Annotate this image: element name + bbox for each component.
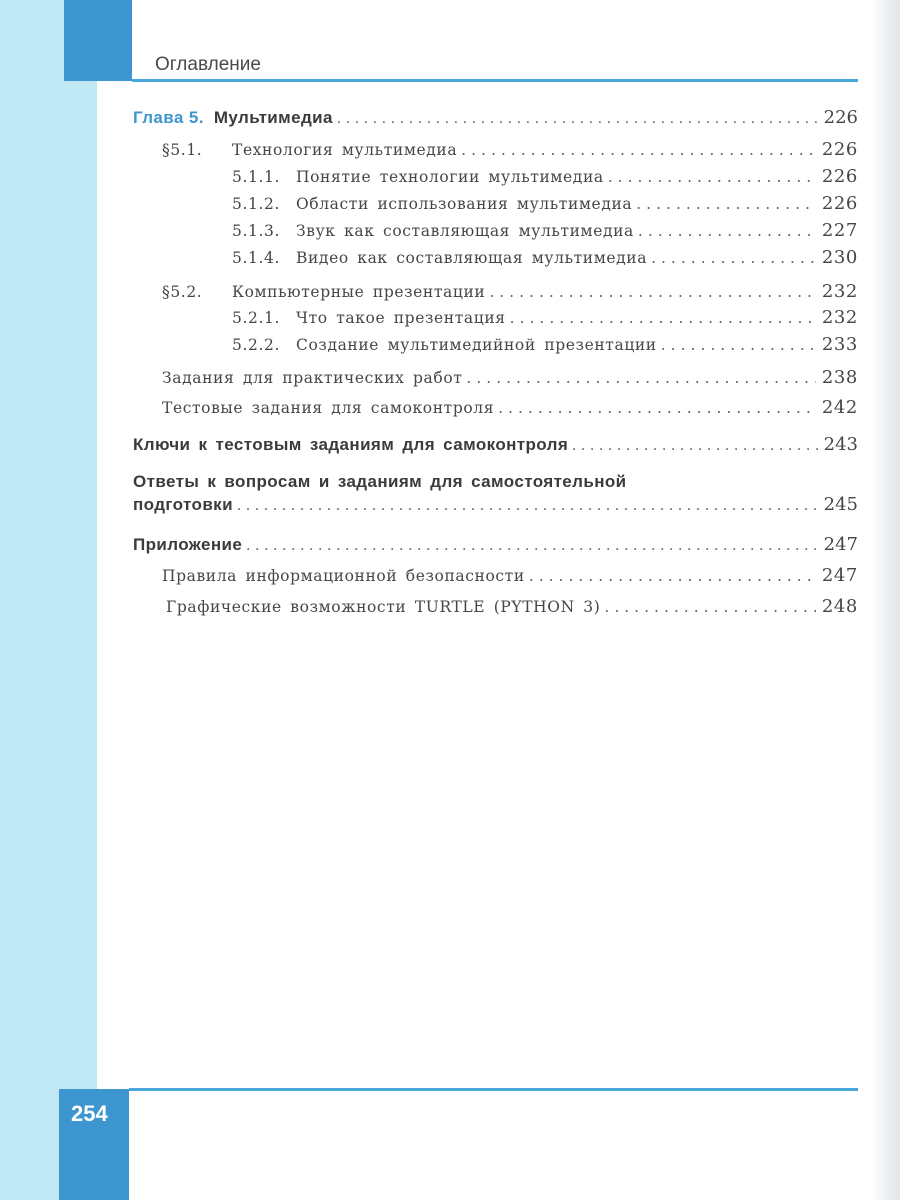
page-number: 232	[821, 281, 858, 302]
subsection-number: 5.1.4.	[232, 249, 280, 267]
subsection-title: Видео как составляющая мультимедиа	[296, 249, 648, 267]
entry-title: Тестовые задания для самоконтроля	[162, 399, 495, 417]
leader-dots	[608, 168, 816, 186]
chapter-title: Мультимедиа	[213, 108, 333, 127]
toc-subsection-5-1-2[interactable]	[232, 193, 858, 214]
entry-title: Приложение	[133, 535, 243, 554]
page-number: 226	[821, 193, 858, 214]
toc-appendix-turtle[interactable]	[166, 596, 858, 617]
page-number: 227	[821, 220, 858, 241]
subsection-title: Понятие технологии мультимедиа	[296, 168, 604, 186]
leader-dots	[572, 437, 817, 455]
leader-dots	[466, 369, 815, 387]
toc-subsection-5-1-1[interactable]	[232, 166, 858, 187]
page-number: 247	[823, 534, 858, 555]
section-title: Компьютерные презентации	[232, 283, 486, 301]
subsection-number: 5.2.1.	[232, 309, 280, 327]
page-number: 226	[823, 107, 858, 128]
page-number: 230	[821, 247, 858, 268]
leader-dots	[498, 399, 816, 417]
toc-chapter-5[interactable]	[133, 107, 858, 128]
entry-title: Правила информационной безопасности	[162, 567, 525, 585]
leader-dots	[636, 195, 816, 213]
toc-answers-line2[interactable]	[133, 494, 858, 515]
footer-divider	[129, 1088, 858, 1091]
subsection-title: Области использования мультимедиа	[296, 195, 633, 213]
section-number: §5.2.	[162, 283, 203, 301]
page-number: 245	[823, 494, 858, 515]
toc-subsection-5-1-4[interactable]	[232, 247, 858, 268]
section-title: Технология мультимедиа	[232, 141, 458, 159]
leader-dots	[529, 567, 816, 585]
subsection-number: 5.1.2.	[232, 195, 280, 213]
toc-subsection-5-1-3[interactable]	[232, 220, 858, 241]
leader-dots	[604, 598, 815, 616]
toc-appendix-security-rules[interactable]	[162, 565, 858, 586]
leader-dots	[337, 110, 818, 128]
toc-subsection-5-2-2[interactable]	[232, 334, 858, 355]
entry-title-continued: подготовки	[133, 495, 233, 514]
entry-title: Ответы к вопросам и заданиям для самостоятельной	[133, 472, 627, 491]
toc-practical-tasks[interactable]	[162, 367, 858, 388]
subsection-title: Что такое презентация	[296, 309, 506, 327]
leader-dots	[237, 497, 818, 515]
subsection-title: Создание мультимедийной презентации	[296, 336, 657, 354]
page-number: 238	[821, 367, 858, 388]
leader-dots	[638, 222, 816, 240]
entry-title: Задания для практических работ	[162, 369, 463, 387]
toc-self-test[interactable]	[162, 397, 858, 418]
toc-answers-line1[interactable]	[133, 472, 858, 492]
section-number: §5.1.	[162, 141, 203, 159]
subsection-number: 5.2.2.	[232, 336, 280, 354]
entry-title: Ключи к тестовым заданиям для самоконтроля	[133, 435, 569, 454]
page-title: Оглавление	[155, 54, 261, 75]
subsection-number: 5.1.3.	[232, 222, 280, 240]
subsection-number: 5.1.1.	[232, 168, 280, 186]
toc-subsection-5-2-1[interactable]	[232, 307, 858, 328]
footer-page-number: 254	[71, 1101, 108, 1126]
page-number: 226	[821, 139, 858, 160]
leader-dots	[246, 537, 817, 555]
leader-dots	[651, 249, 816, 267]
page-number: 242	[821, 397, 858, 418]
leader-dots	[661, 336, 816, 354]
page-number: 243	[823, 434, 858, 455]
page-number: 233	[821, 334, 858, 355]
page-number: 232	[821, 307, 858, 328]
toc-appendix[interactable]	[133, 534, 858, 555]
page-number: 247	[821, 565, 858, 586]
entry-title: Графические возможности TURTLE (PYTHON 3)	[166, 598, 601, 616]
chapter-number: Глава 5.	[133, 108, 204, 127]
page-number: 226	[821, 166, 858, 187]
toc-keys[interactable]	[133, 434, 858, 455]
toc-section-5-2[interactable]	[162, 281, 858, 302]
subsection-title: Звук как составляющая мультимедиа	[296, 222, 634, 240]
page-number: 248	[821, 596, 858, 617]
toc-section-5-1[interactable]	[162, 139, 858, 160]
leader-dots	[510, 309, 816, 327]
leader-dots	[461, 141, 816, 159]
leader-dots	[489, 283, 816, 301]
